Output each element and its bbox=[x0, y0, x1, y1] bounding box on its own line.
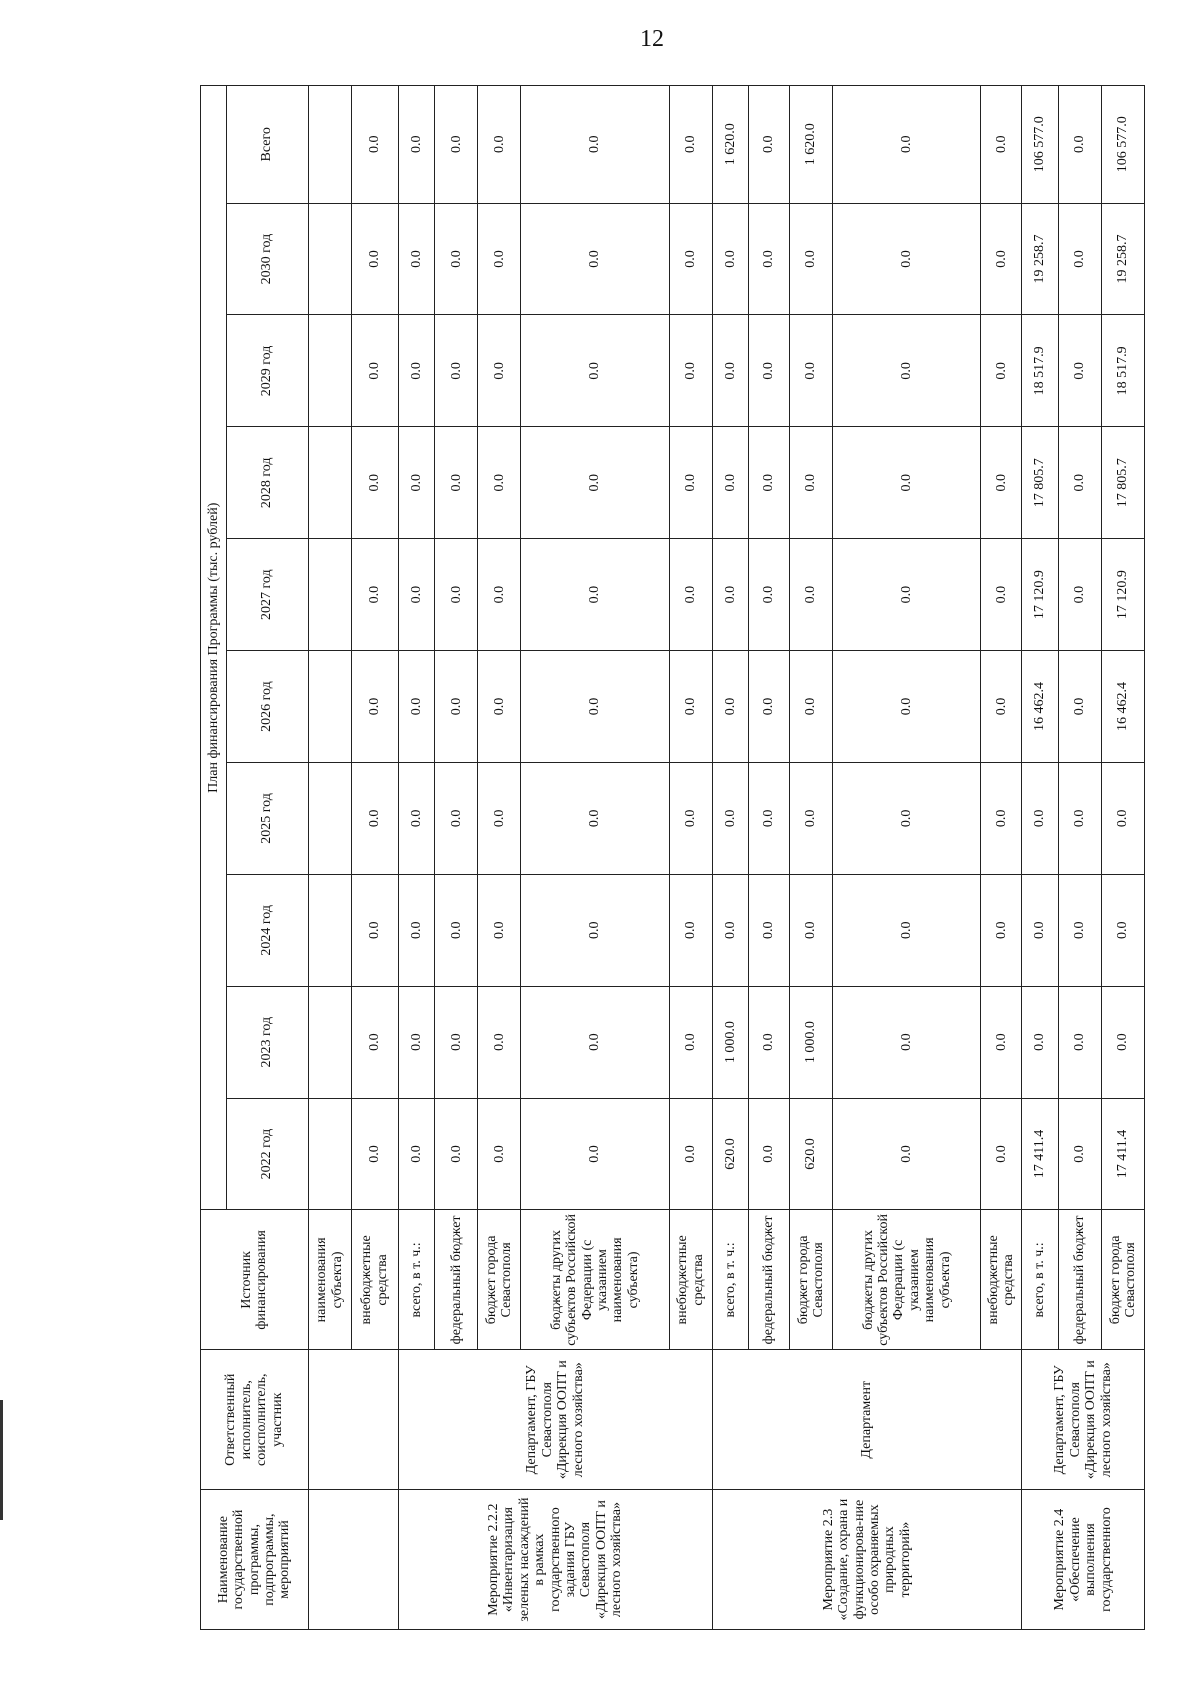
value-cell: 620.0 bbox=[790, 1098, 833, 1210]
value-cell: 0.0 bbox=[790, 427, 833, 539]
value-cell: 0.0 bbox=[521, 651, 669, 763]
value-cell: 0.0 bbox=[435, 1098, 478, 1210]
table-row bbox=[308, 86, 351, 1630]
value-cell: 0.0 bbox=[478, 427, 521, 539]
value-cell: 0.0 bbox=[669, 86, 712, 204]
financing-table bbox=[200, 85, 1145, 1630]
value-cell: 0.0 bbox=[351, 874, 398, 986]
value-cell: 0.0 bbox=[749, 427, 790, 539]
source-cell: бюджет города Севастополя bbox=[790, 1210, 833, 1350]
value-cell: 0.0 bbox=[981, 986, 1022, 1098]
source-cell: внебюджетные средства bbox=[351, 1210, 398, 1350]
value-cell: 0.0 bbox=[435, 762, 478, 874]
source-cell: бюджеты других субъектов Российской Федерации (с указанием наименования субъекта) bbox=[833, 1210, 981, 1350]
value-cell: 0.0 bbox=[435, 86, 478, 204]
value-cell: 0.0 bbox=[669, 427, 712, 539]
rotated-table-wrapper bbox=[200, 85, 1145, 1630]
source-cell: всего, в т. ч.: bbox=[1022, 1210, 1059, 1350]
value-cell: 0.0 bbox=[981, 86, 1022, 204]
value-cell: 0.0 bbox=[669, 203, 712, 315]
year-header: 2030 год bbox=[226, 203, 308, 315]
value-cell: 0.0 bbox=[398, 762, 435, 874]
value-cell: 0.0 bbox=[712, 651, 749, 763]
value-cell: 0.0 bbox=[833, 203, 981, 315]
value-cell: 0.0 bbox=[351, 427, 398, 539]
value-cell: 0.0 bbox=[669, 1098, 712, 1210]
value-cell: 19 258.7 bbox=[1022, 203, 1059, 315]
value-cell: 0.0 bbox=[478, 874, 521, 986]
source-cell: внебюджетные средства bbox=[981, 1210, 1022, 1350]
value-cell: 0.0 bbox=[351, 651, 398, 763]
value-cell: 0.0 bbox=[669, 539, 712, 651]
year-header: 2026 год bbox=[226, 651, 308, 763]
value-cell: 0.0 bbox=[749, 651, 790, 763]
scan-edge-mark bbox=[0, 1400, 3, 1520]
source-cell: бюджеты других субъектов Российской Федерации (с указанием наименования субъекта) bbox=[521, 1210, 669, 1350]
measure-name-2-4: Мероприятие 2.4 «Обеспечение выполнения государственного bbox=[1022, 1490, 1145, 1630]
value-cell: 0.0 bbox=[521, 203, 669, 315]
value-cell: 0.0 bbox=[398, 539, 435, 651]
value-cell: 0.0 bbox=[521, 86, 669, 204]
value-cell: 0.0 bbox=[790, 874, 833, 986]
measure-executor-2-4: Департамент, ГБУ Севастополя «Дирекция ООПТ и лесного хозяйства» bbox=[1022, 1350, 1145, 1490]
value-cell: 0.0 bbox=[790, 539, 833, 651]
value-cell: 0.0 bbox=[712, 762, 749, 874]
table-row bbox=[1022, 86, 1059, 1630]
value-cell: 0.0 bbox=[478, 539, 521, 651]
value-cell: 0.0 bbox=[1058, 651, 1101, 763]
value-cell: 0.0 bbox=[435, 203, 478, 315]
value-cell: 0.0 bbox=[1101, 874, 1144, 986]
value-cell: 0.0 bbox=[833, 1098, 981, 1210]
value-cell: 19 258.7 bbox=[1101, 203, 1144, 315]
value-cell: 1 000.0 bbox=[790, 986, 833, 1098]
value-cell: 0.0 bbox=[981, 203, 1022, 315]
value-cell: 1 620.0 bbox=[712, 86, 749, 204]
value-cell: 0.0 bbox=[712, 874, 749, 986]
value-cell: 0.0 bbox=[790, 651, 833, 763]
value-cell: 0.0 bbox=[1058, 539, 1101, 651]
source-cell: внебюджетные средства bbox=[669, 1210, 712, 1350]
cont-executor-cell bbox=[308, 1350, 398, 1490]
value-cell: 0.0 bbox=[833, 874, 981, 986]
col-header-executor: Ответственный исполнитель, соисполнитель, участник bbox=[201, 1350, 309, 1490]
value-cell: 0.0 bbox=[521, 1098, 669, 1210]
value-cell: 0.0 bbox=[1058, 1098, 1101, 1210]
value-cell: 0.0 bbox=[1058, 762, 1101, 874]
value-cell: 0.0 bbox=[669, 762, 712, 874]
measure-executor-2-2-2: Департамент, ГБУ Севастополя «Дирекция ООПТ и лесного хозяйства» bbox=[398, 1350, 712, 1490]
col-header-plan: План финансирования Программы (тыс. рублей) bbox=[201, 86, 227, 1210]
value-cell: 0.0 bbox=[351, 762, 398, 874]
value-cell: 106 577.0 bbox=[1101, 86, 1144, 204]
value-cell: 0.0 bbox=[351, 86, 398, 204]
value-cell: 0.0 bbox=[478, 315, 521, 427]
source-cell: всего, в т. ч.: bbox=[712, 1210, 749, 1350]
table-row bbox=[712, 86, 749, 1630]
value-cell: 0.0 bbox=[833, 315, 981, 427]
value-cell: 0.0 bbox=[981, 1098, 1022, 1210]
value-cell: 0.0 bbox=[521, 427, 669, 539]
value-cell: 0.0 bbox=[669, 315, 712, 427]
value-cell: 0.0 bbox=[398, 986, 435, 1098]
value-cell: 0.0 bbox=[749, 86, 790, 204]
value-cell: 0.0 bbox=[669, 986, 712, 1098]
value-cell: 17 411.4 bbox=[1022, 1098, 1059, 1210]
value-cell: 0.0 bbox=[398, 203, 435, 315]
value-cell: 0.0 bbox=[398, 315, 435, 427]
value-cell: 0.0 bbox=[478, 762, 521, 874]
source-cell: бюджет города Севастополя bbox=[1101, 1210, 1144, 1350]
value-cell: 0.0 bbox=[749, 986, 790, 1098]
value-cell: 0.0 bbox=[398, 1098, 435, 1210]
value-cell: 0.0 bbox=[521, 874, 669, 986]
value-cell: 0.0 bbox=[1058, 986, 1101, 1098]
value-cell: 0.0 bbox=[981, 874, 1022, 986]
year-header: 2029 год bbox=[226, 315, 308, 427]
value-cell: 0.0 bbox=[398, 427, 435, 539]
value-cell: 0.0 bbox=[833, 86, 981, 204]
value-cell: 0.0 bbox=[521, 762, 669, 874]
value-cell: 0.0 bbox=[749, 203, 790, 315]
source-cell: бюджет города Севастополя bbox=[478, 1210, 521, 1350]
cont-name-cell bbox=[308, 1490, 398, 1630]
value-cell: 0.0 bbox=[478, 986, 521, 1098]
header-row-1 bbox=[201, 86, 227, 1630]
value-cell: 0.0 bbox=[749, 874, 790, 986]
value-cell: 0.0 bbox=[351, 539, 398, 651]
value-cell: 0.0 bbox=[478, 203, 521, 315]
value-cell: 0.0 bbox=[833, 986, 981, 1098]
col-header-name: Наименование государственной программы, подпрограммы, мероприятий bbox=[201, 1490, 309, 1630]
value-cell: 0.0 bbox=[833, 539, 981, 651]
value-cell: 0.0 bbox=[521, 986, 669, 1098]
value-cell: 0.0 bbox=[435, 427, 478, 539]
value-cell: 0.0 bbox=[669, 874, 712, 986]
measure-name-2-3: Мероприятие 2.3 «Создание, охрана и функционирова-ние особо охраняемых природных территорий» bbox=[712, 1490, 1022, 1630]
measure-name-2-2-2: Мероприятие 2.2.2 «Инвентаризация зеленых насаждений в рамках государственного задания ГБУ Севастополя «Дирекция ООПТ и лесного хозяйства» bbox=[398, 1490, 712, 1630]
value-cell: 0.0 bbox=[833, 427, 981, 539]
value-cell: 0.0 bbox=[712, 315, 749, 427]
value-cell: 0.0 bbox=[521, 539, 669, 651]
value-cell: 17 411.4 bbox=[1101, 1098, 1144, 1210]
value-cell: 0.0 bbox=[398, 86, 435, 204]
year-header: 2022 год bbox=[226, 1098, 308, 1210]
value-cell: 0.0 bbox=[478, 651, 521, 763]
year-header: 2024 год bbox=[226, 874, 308, 986]
value-cell: 0.0 bbox=[981, 315, 1022, 427]
source-cell: федеральный бюджет bbox=[1058, 1210, 1101, 1350]
value-cell: 1 620.0 bbox=[790, 86, 833, 204]
value-cell: 0.0 bbox=[351, 986, 398, 1098]
value-cell: 18 517.9 bbox=[1101, 315, 1144, 427]
value-cell: 0.0 bbox=[435, 651, 478, 763]
value-cell: 0.0 bbox=[981, 762, 1022, 874]
value-cell: 0.0 bbox=[1101, 986, 1144, 1098]
year-header: 2027 год bbox=[226, 539, 308, 651]
value-cell: 17 805.7 bbox=[1101, 427, 1144, 539]
value-cell: 0.0 bbox=[478, 86, 521, 204]
value-cell: 0.0 bbox=[833, 651, 981, 763]
value-cell: 0.0 bbox=[749, 315, 790, 427]
value-cell: 0.0 bbox=[1058, 874, 1101, 986]
value-cell: 0.0 bbox=[351, 203, 398, 315]
value-cell: 0.0 bbox=[398, 651, 435, 763]
value-cell: 0.0 bbox=[833, 762, 981, 874]
source-cell: всего, в т. ч.: bbox=[398, 1210, 435, 1350]
col-header-source: Источник финансирования bbox=[201, 1210, 309, 1350]
value-cell: 0.0 bbox=[1058, 315, 1101, 427]
value-cell: 0.0 bbox=[981, 539, 1022, 651]
value-cell: 0.0 bbox=[790, 762, 833, 874]
value-cell: 0.0 bbox=[790, 315, 833, 427]
value-cell: 0.0 bbox=[749, 539, 790, 651]
value-cell: 0.0 bbox=[712, 427, 749, 539]
source-cell: федеральный бюджет bbox=[435, 1210, 478, 1350]
value-cell: 0.0 bbox=[712, 539, 749, 651]
value-cell: 0.0 bbox=[1022, 874, 1059, 986]
value-cell: 0.0 bbox=[435, 315, 478, 427]
value-cell: 0.0 bbox=[1058, 203, 1101, 315]
page-number: 12 bbox=[640, 26, 664, 52]
total-header: Всего bbox=[226, 86, 308, 204]
year-header: 2023 год bbox=[226, 986, 308, 1098]
value-cell: 0.0 bbox=[521, 315, 669, 427]
value-cell: 106 577.0 bbox=[1022, 86, 1059, 204]
value-cell: 0.0 bbox=[351, 315, 398, 427]
value-cell: 0.0 bbox=[435, 874, 478, 986]
source-cell: наименования субъекта) bbox=[308, 1210, 351, 1350]
value-cell: 0.0 bbox=[749, 762, 790, 874]
source-cell: федеральный бюджет bbox=[749, 1210, 790, 1350]
value-cell: 16 462.4 bbox=[1101, 651, 1144, 763]
value-cell: 0.0 bbox=[1058, 427, 1101, 539]
value-cell: 0.0 bbox=[435, 986, 478, 1098]
value-cell: 17 120.9 bbox=[1101, 539, 1144, 651]
value-cell: 17 805.7 bbox=[1022, 427, 1059, 539]
measure-executor-2-3: Департамент bbox=[712, 1350, 1022, 1490]
value-cell: 1 000.0 bbox=[712, 986, 749, 1098]
value-cell: 18 517.9 bbox=[1022, 315, 1059, 427]
value-cell: 0.0 bbox=[1058, 86, 1101, 204]
value-cell: 0.0 bbox=[435, 539, 478, 651]
table-row bbox=[398, 86, 435, 1630]
value-cell: 0.0 bbox=[1022, 762, 1059, 874]
value-cell: 0.0 bbox=[790, 203, 833, 315]
value-cell: 0.0 bbox=[351, 1098, 398, 1210]
value-cell: 0.0 bbox=[478, 1098, 521, 1210]
value-cell: 0.0 bbox=[398, 874, 435, 986]
value-cell: 0.0 bbox=[1022, 986, 1059, 1098]
value-cell: 0.0 bbox=[1101, 762, 1144, 874]
value-cell: 0.0 bbox=[712, 203, 749, 315]
value-cell: 620.0 bbox=[712, 1098, 749, 1210]
year-header: 2025 год bbox=[226, 762, 308, 874]
value-cell: 0.0 bbox=[749, 1098, 790, 1210]
value-cell: 17 120.9 bbox=[1022, 539, 1059, 651]
value-cell: 0.0 bbox=[981, 427, 1022, 539]
value-cell: 16 462.4 bbox=[1022, 651, 1059, 763]
year-header: 2028 год bbox=[226, 427, 308, 539]
value-cell: 0.0 bbox=[669, 651, 712, 763]
value-cell: 0.0 bbox=[981, 651, 1022, 763]
